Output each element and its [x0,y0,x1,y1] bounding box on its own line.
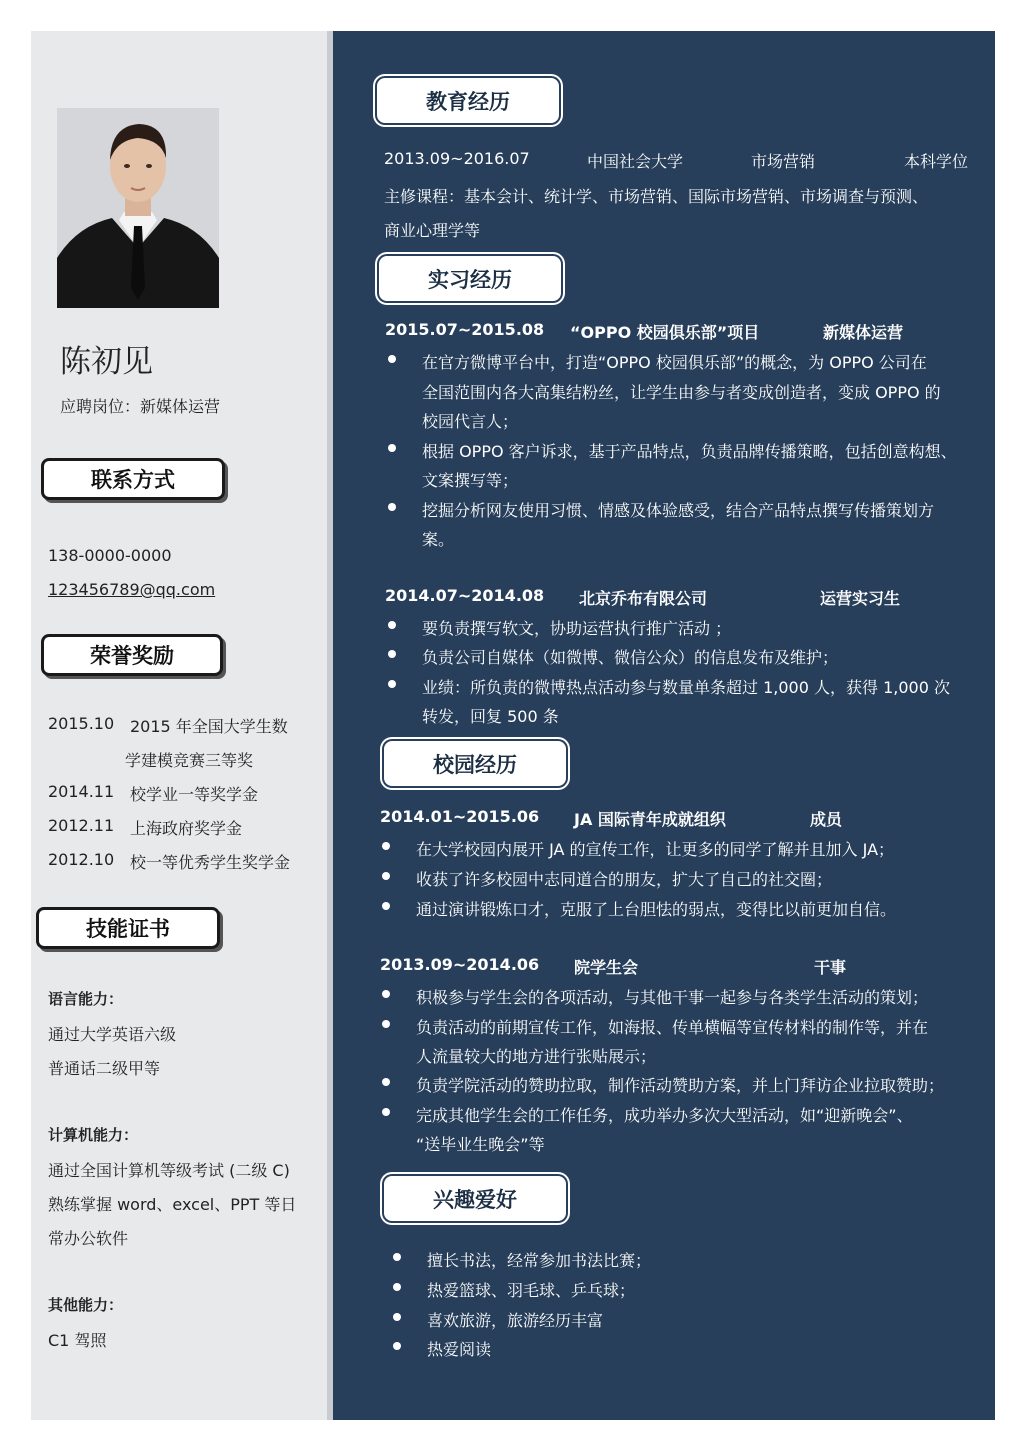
job-org: JA 国际青年成就组织 [574,810,726,829]
job-role: 干事 [814,958,847,977]
job-role: 成员 [810,810,843,829]
job-detail-line: 校园代言人； [422,412,519,431]
award-date: 2012.10 [48,850,115,869]
hobby-item: 热爱阅读 [427,1340,492,1359]
job-detail-line: 完成其他学生会的工作任务，成功举办多次大型活动，如“迎新晚会”、 [416,1106,913,1125]
candidate-name: 陈初见 [60,344,153,380]
award-text-cont: 学建模竞赛三等奖 [125,751,254,770]
job-detail-line: 人流量较大的地方进行张贴展示； [416,1047,657,1066]
education-major: 市场营销 [751,152,816,171]
job-detail-line: 负责活动的前期宣传工作，如海报、传单横幅等宣传材料的制作等，并在 [416,1018,929,1037]
education-courses: 主修课程：基本会计、统计学、市场营销、国际市场营销、市场调查与预测、 [384,187,929,206]
email-link[interactable]: 123456789@qq.com [48,580,216,599]
language-item: 通过大学英语六级 [48,1025,177,1044]
job-detail-line: 在大学校园内展开 JA 的宣传工作，让更多的同学了解并且加入 JA； [416,840,895,859]
award-text: 上海政府奖学金 [130,819,243,838]
bullet-icon [382,842,390,850]
job-detail-line: 挖掘分析网友使用习惯、情感及体验感受，结合产品特点撰写传播策划方 [422,501,935,520]
job-org: 北京乔布有限公司 [579,589,708,608]
job-detail-line: 全国范围内各大高集结粉丝，让学生由参与者变成创造者，变成 OPPO 的 [422,383,941,402]
bullet-icon [382,1078,390,1086]
profile-photo [57,108,219,308]
job-detail-line: 负责公司自媒体（如微博、微信公众）的信息发布及维护； [422,648,839,667]
computer-label: 计算机能力： [48,1126,139,1144]
job-detail-line: 业绩：所负责的微博热点活动参与数量单条超过 1,000 人，获得 1,000 次 [422,678,950,697]
job-org: “OPPO 校园俱乐部”项目 [570,323,760,342]
bullet-icon [382,1108,390,1116]
hobbies-heading: 兴趣爱好 [384,1176,566,1221]
job-detail-line: 要负责撰写软文，协助运营执行推广活动 ； [422,619,732,638]
language-item: 普通话二级甲等 [48,1059,161,1078]
education-period: 2013.09~2016.07 [384,149,530,168]
bullet-icon [393,1342,401,1350]
other-item: C1 驾照 [48,1331,107,1350]
job-period: 2014.01~2015.06 [380,807,540,826]
education-heading: 教育经历 [377,78,559,123]
phone-number: 138-0000-0000 [48,546,172,565]
campus-heading: 校园经历 [384,741,566,786]
job-org: 院学生会 [574,958,639,977]
education-courses-cont: 商业心理学等 [384,221,481,240]
job-detail-line: 通过演讲锻炼口才，克服了上台胆怯的弱点，变得比以前更加自信。 [416,900,897,919]
job-role: 运营实习生 [820,589,901,608]
job-period: 2015.07~2015.08 [385,320,545,339]
job-detail-line: 收获了许多校园中志同道合的朋友，扩大了自己的社交圈； [416,870,833,889]
job-detail-line: 转发，回复 500 条 [422,707,559,726]
bullet-icon [388,621,396,629]
job-detail-line: 积极参与学生会的各项活动，与其他干事一起参与各类学生活动的策划； [416,988,929,1007]
hobby-item: 喜欢旅游，旅游经历丰富 [427,1311,604,1330]
bullet-icon [382,902,390,910]
job-detail-line: 文案撰写等； [422,471,519,490]
hobby-item: 擅长书法，经常参加书法比赛； [427,1251,652,1270]
contact-heading: 联系方式 [41,458,225,500]
education-school: 中国社会大学 [587,152,684,171]
bullet-icon [382,990,390,998]
job-detail-line: 负责学院活动的赞助拉取，制作活动赞助方案，并上门拜访企业拉取赞助； [416,1076,945,1095]
awards-heading: 荣誉奖励 [41,634,223,676]
computer-item: 熟练掌握 word、excel、PPT 等日 [48,1195,297,1214]
bullet-icon [388,444,396,452]
bullet-icon [393,1283,401,1291]
bullet-icon [388,650,396,658]
applied-position: 应聘岗位：新媒体运营 [60,397,221,416]
bullet-icon [388,355,396,363]
skills-heading: 技能证书 [36,907,220,949]
language-label: 语言能力： [48,990,124,1008]
award-date: 2014.11 [48,782,115,801]
internship-heading: 实习经历 [379,256,561,301]
job-detail-line: 根据 OPPO 客户诉求，基于产品特点，负责品牌传播策略，包括创意构想、 [422,442,957,461]
bullet-icon [393,1253,401,1261]
award-text: 校一等优秀学生奖学金 [130,853,291,872]
other-label: 其他能力： [48,1296,124,1314]
hobby-item: 热爱篮球、羽毛球、乒乓球； [427,1281,636,1300]
award-date: 2012.11 [48,816,115,835]
award-text: 校学业一等奖学金 [130,785,259,804]
computer-item: 通过全国计算机等级考试 (二级 C) [48,1161,290,1180]
award-date: 2015.10 [48,714,115,733]
bullet-icon [388,680,396,688]
job-detail-line: 在官方微博平台中，打造“OPPO 校园俱乐部”的概念，为 OPPO 公司在 [422,353,927,372]
bullet-icon [382,872,390,880]
bullet-icon [382,1020,390,1028]
job-period: 2013.09~2014.06 [380,955,540,974]
job-detail-line: 案。 [422,530,455,549]
bullet-icon [388,503,396,511]
education-degree: 本科学位 [904,152,969,171]
bullet-icon [393,1313,401,1321]
job-role: 新媒体运营 [823,323,904,342]
job-period: 2014.07~2014.08 [385,586,545,605]
computer-item: 常办公软件 [48,1229,129,1248]
job-detail-line: “送毕业生晚会”等 [416,1135,545,1154]
award-text: 2015 年全国大学生数 [130,717,288,736]
